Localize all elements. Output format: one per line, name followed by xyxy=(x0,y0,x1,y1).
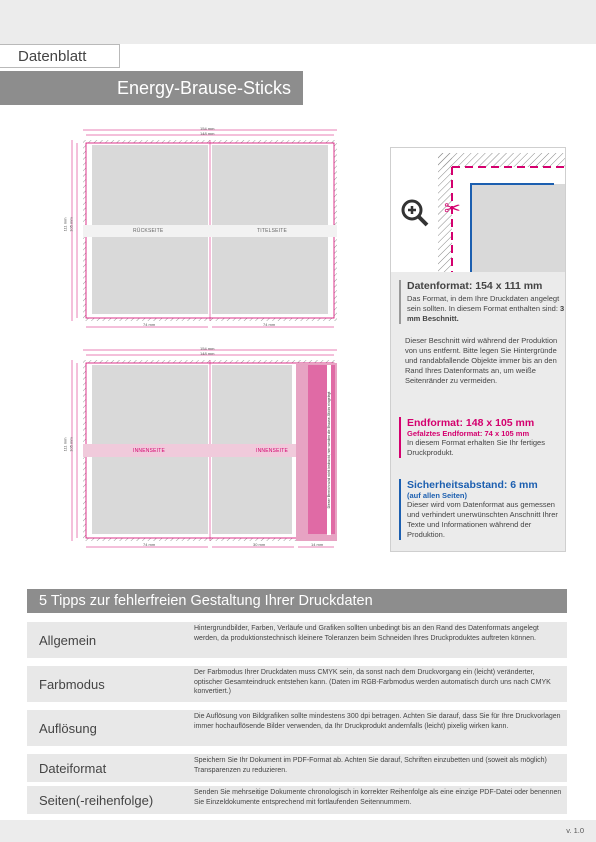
label-titelseite: TITELSEITE xyxy=(257,228,288,234)
datenformat-bold: 3 mm Beschnitt. xyxy=(407,304,565,323)
endformat-sub: Gefalztes Endformat: 74 x 105 mm xyxy=(407,429,530,438)
sicherheit-title: Sicherheitsabstand: 6 mm xyxy=(407,479,538,491)
tips-title: 5 Tipps zur fehlerfreien Gestaltung Ihrer Druckdaten xyxy=(27,589,567,613)
header-background xyxy=(0,0,596,44)
tip-row xyxy=(27,622,567,658)
product-title: Energy-Brause-Sticks xyxy=(0,71,303,105)
zoom-icon xyxy=(400,198,430,228)
non-print-note: Dieser Bereich wird nicht bedruckt, hier werden die Brause-Sticks eingelegt xyxy=(327,365,331,535)
tip-text: Die Auflösung von Bildgrafiken sollte mindestens 300 dpi betragen. Achten Sie darauf, dass Sie für Ihre Druckvorlagen immer hochauflösende Bilder verwenden, da Ihr Druckprodukt andernfalls (leicht) pixelig wirken kann. xyxy=(194,713,561,730)
label-innenseite-left: INNENSEITE xyxy=(133,448,166,454)
tip-row xyxy=(27,754,567,782)
tip-text: Der Farbmodus Ihrer Druckdaten muss CMYK sein, da sonst nach dem Druckvorgang ein (leicht) veränderter, optischer Gesamteindruck entstehen kann. (Daten im RGB-Farbmodus werden automatisch durch uns nach CMYK konvertiert.) xyxy=(194,669,551,695)
datenformat-text1: Das Format, in dem Ihre Druckdaten angelegt sein sollten. In diesem Format enthalten sind: xyxy=(407,294,560,313)
dim-height-inner-2: 105 mm xyxy=(68,437,74,452)
tip-label: Auflösung xyxy=(39,720,97,736)
tip-row xyxy=(27,666,567,702)
dim-a: 74 mm xyxy=(143,542,156,547)
tip-label: Farbmodus xyxy=(39,676,105,692)
diagram-inside-view xyxy=(60,340,360,555)
dim-width-inner-2: 148 mm xyxy=(200,351,215,356)
tip-text: Senden Sie mehrseitige Dokumente chronologisch in korrekter Reihenfolge als eine einzige PDF-Datei oder benennen Sie Einzeldokumente entsprechend mit fortlaufenden Seitennummern. xyxy=(194,789,562,806)
dim-width-total-2: 154 mm xyxy=(200,346,215,351)
sicherheit-section xyxy=(399,479,567,540)
scissors-icon: ✂ xyxy=(444,198,461,220)
endformat-section xyxy=(399,417,567,458)
endformat-text: In diesem Format erhalten Sie Ihr fertiges Druckprodukt. xyxy=(407,438,545,457)
datenformat-title: Datenformat: 154 x 111 mm xyxy=(407,280,543,292)
tip-row xyxy=(27,786,567,814)
tip-label: Seiten(-reihenfolge) xyxy=(39,792,154,808)
tip-text: Speichern Sie Ihr Dokument im PDF-Format ab. Achten Sie darauf, Schriften einzubetten und (soweit als möglich) Transparenzen zu reduzieren. xyxy=(194,757,547,774)
dim-right-half: 74 mm xyxy=(263,322,276,327)
endformat-title: Endformat: 148 x 105 mm xyxy=(407,417,535,429)
dim-width-total: 154 mm xyxy=(200,126,215,131)
dim-c: 14 mm xyxy=(311,542,324,547)
dim-height-inner: 105 mm xyxy=(68,217,74,232)
tip-row xyxy=(27,710,567,746)
dim-width-inner: 148 mm xyxy=(200,131,215,136)
datenformat-section xyxy=(399,280,567,324)
label-innenseite-right: INNENSEITE xyxy=(256,448,289,454)
sicherheit-sub: (auf allen Seiten) xyxy=(407,491,468,500)
footer-bar xyxy=(0,820,596,842)
dim-left-half: 74 mm xyxy=(143,322,156,327)
dim-height-total-2: 111 mm xyxy=(62,437,68,452)
sicherheit-text: Dieser wird vom Datenformat aus gemessen und verhindert unerwünschten Anschnitt Ihrer Texte und Informationen während der Produktion. xyxy=(407,500,558,539)
tip-label: Allgemein xyxy=(39,632,97,648)
dim-b: 30 mm xyxy=(253,542,266,547)
datenformat-text2: Dieser Beschnitt wird während der Produktion von uns entfernt. Bitte legen Sie Hintergründe und randabfallende Objekte immer bis an den Rand Ihres Datenformats an, um weiße Seitenränder zu vermeiden. xyxy=(405,336,558,385)
version-label: v. 1.0 xyxy=(566,826,584,835)
dim-height-total: 111 mm xyxy=(62,217,68,232)
label-rueckseite: RÜCKSEITE xyxy=(133,228,164,234)
tip-text: Hintergrundbilder, Farben, Verläufe und Grafiken sollten unbedingt bis an den Rand des Datenformats angelegt werden, da produktionstechnisch kleinere Toleranzen beim Schneiden Ihres Druckproduktes auftreten können. xyxy=(194,625,539,642)
label-band xyxy=(83,225,337,237)
document-type-tag: Datenblatt xyxy=(0,44,120,68)
tip-label: Dateiformat xyxy=(39,760,107,776)
diagram-outside-view xyxy=(60,120,360,335)
